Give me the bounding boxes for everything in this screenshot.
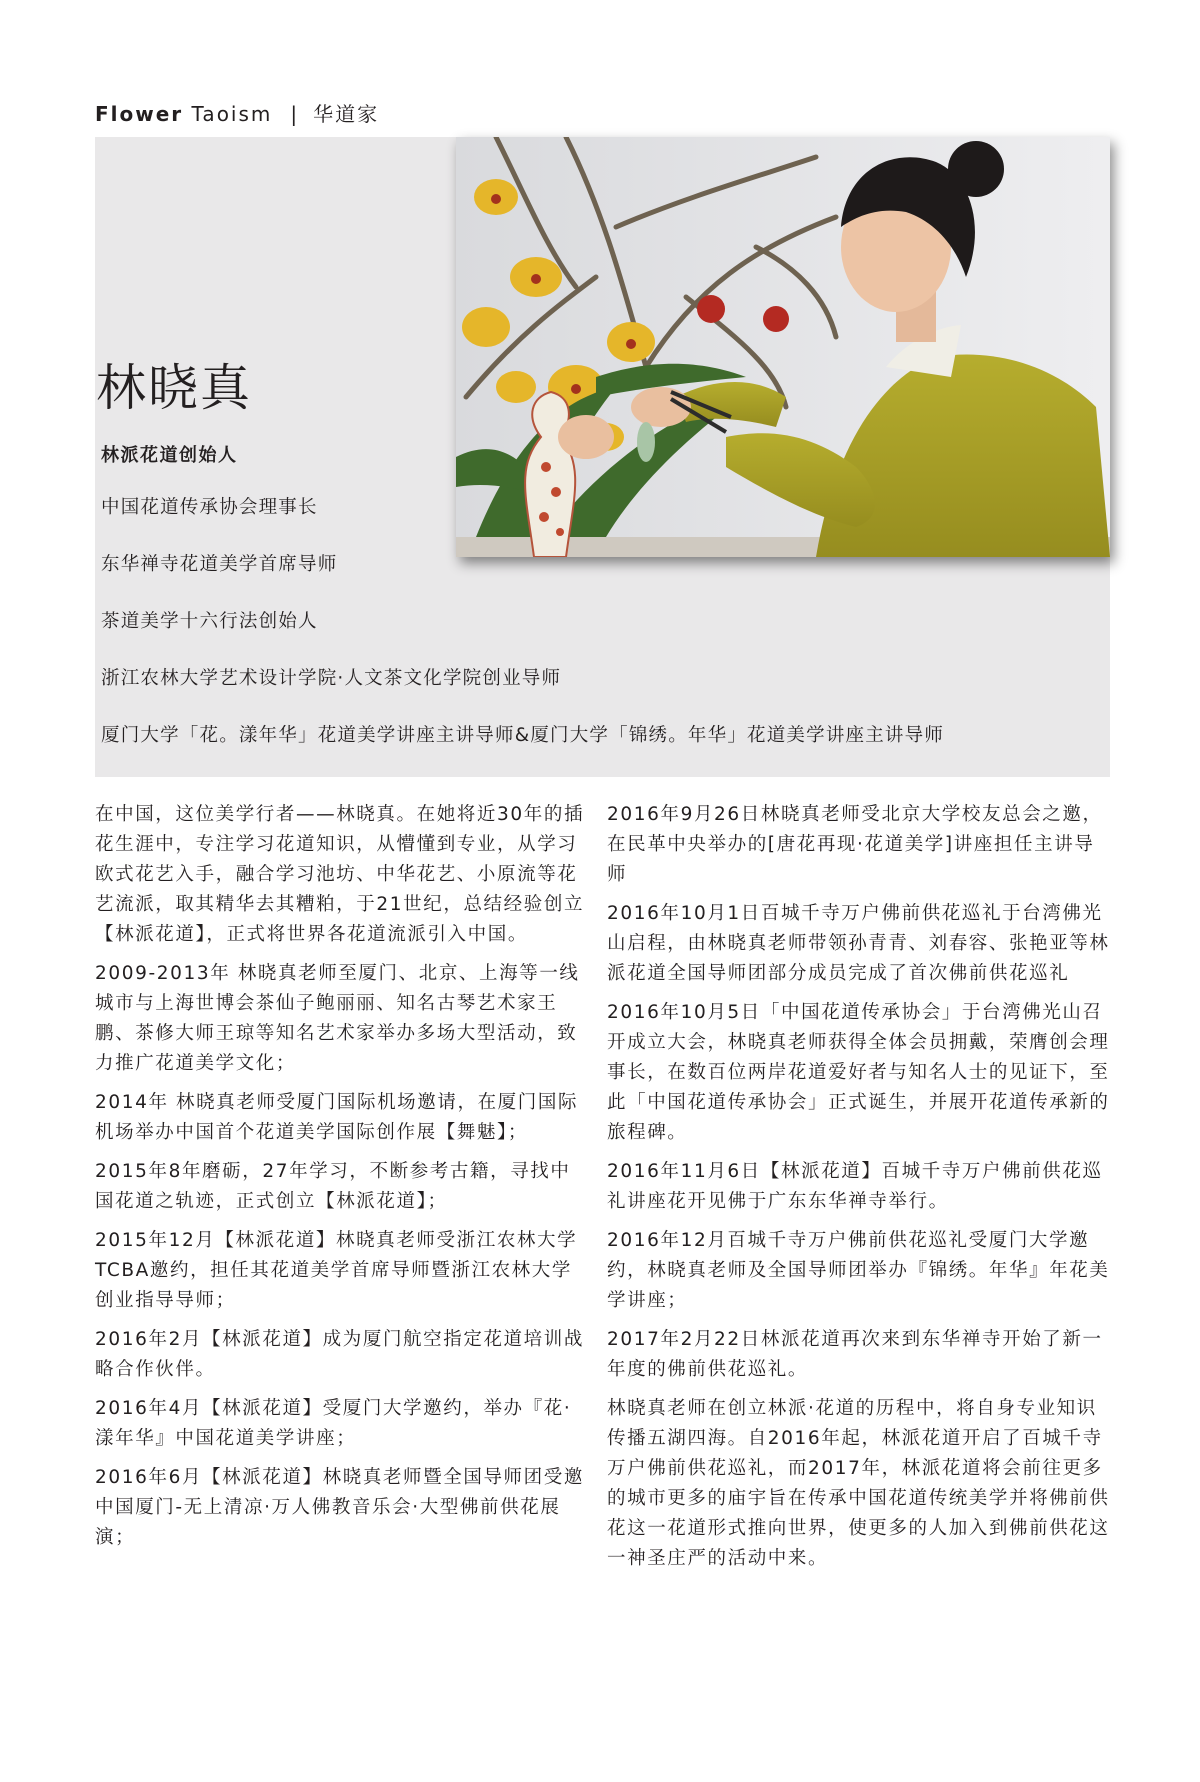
paragraph: 林晓真老师在创立林派·花道的历程中，将自身专业知识传播五湖四海。自2016年起，林派花道开启了百城千寺万户佛前供花巡礼，而2017年，林派花道将会前往更多的城市更多的庙宇旨在传承中国花道传统美学并将佛前供花这一花道形式推向世界，使更多的人加入到佛前供花这一神圣庄严的活动中来。 [607,1398,1110,1569]
paragraph: 2016年2月【林派花道】成为厦门航空指定花道培训战略合作伙伴。 [95,1329,584,1380]
paragraph: 2015年8年磨砺，27年学习，不断参考古籍，寻找中国花道之轨迹，正式创立【林派花道】； [95,1161,571,1212]
body-column-right [607,800,1112,1583]
portrait-photo [456,137,1110,557]
paragraph: 2016年10月1日百城千寺万户佛前供花巡礼于台湾佛光山启程，由林晓真老师带领孙青青、刘春容、张艳亚等林派花道全国导师团部分成员完成了首次佛前供花巡礼 [607,903,1110,984]
paragraph: 2015年12月【林派花道】林晓真老师受浙江农林大学TCBA邀约，担任其花道美学首席导师暨浙江农林大学创业指导导师； [95,1230,578,1311]
person-name: 林晓真 [96,359,252,417]
paragraph: 2016年11月6日【林派花道】百城千寺万户佛前供花巡礼讲座花开见佛于广东东华禅寺举行。 [607,1161,1103,1212]
paragraph: 2016年10月5日「中国花道传承协会」于台湾佛光山召开成立大会，林晓真老师获得全体会员拥戴，荣膺创会理事长，在数百位两岸花道爱好者与知名人士的见证下，至此「中国花道传承协会」正式诞生，并展开花道传承新的旅程碑。 [607,1002,1110,1143]
role-item: 中国花道传承协会理事长 [101,497,318,518]
brand-en-bold: Flower [95,102,184,126]
paragraph: 2016年9月26日林晓真老师受北京大学校友总会之邀，在民革中央举办的[唐花再现·花道美学]讲座担任主讲导师 [607,804,1103,885]
paragraph: 2016年4月【林派花道】受厦门大学邀约，举办『花·漾年华』中国花道美学讲座； [95,1398,572,1449]
brand-en: Taoism [183,102,273,126]
role-item: 厦门大学「花。漾年华」花道美学讲座主讲导师&厦门大学「锦绣。年华」花道美学讲座主讲导师 [101,725,945,746]
portrait-photo-illustration [456,137,1110,557]
magazine-header [95,98,379,127]
roles-list [101,496,944,781]
brand-cn: 华道家 [313,102,380,126]
paragraph: 2009-2013年 林晓真老师至厦门、北京、上海等一线城市与上海世博会茶仙子鲍丽丽、知名古琴艺术家王鹏、茶修大师王琼等知名艺术家举办多场大型活动，致力推广花道美学文化； [95,963,580,1074]
paragraph: 在中国，这位美学行者——林晓真。在她将近30年的插花生涯中，专注学习花道知识，从懵懂到专业，从学习欧式花艺入手，融合学习池坊、中华花艺、小原流等花艺流派，取其精华去其糟粕，于21世纪，总结经验创立【林派花道】，正式将世界各花道流派引入中国。 [95,804,585,945]
role-item: 东华禅寺花道美学首席导师 [101,554,338,575]
paragraph: 2016年6月【林派花道】林晓真老师暨全国导师团受邀中国厦门-无上清凉·万人佛教音乐会·大型佛前供花展演； [95,1467,584,1548]
founder-title: 林派花道创始人 [101,445,238,466]
role-item: 浙江农林大学艺术设计学院·人文茶文化学院创业导师 [101,668,562,689]
header-separator: | [290,102,300,126]
paragraph: 2017年2月22日林派花道再次来到东华禅寺开始了新一年度的佛前供花巡礼。 [607,1329,1103,1380]
paragraph: 2016年12月百城千寺万户佛前供花巡礼受厦门大学邀约，林晓真老师及全国导师团举办『锦绣。年华』年花美学讲座； [607,1230,1110,1311]
role-item: 茶道美学十六行法创始人 [101,611,318,632]
body-column-left [95,800,585,1562]
paragraph: 2014年 林晓真老师受厦门国际机场邀请，在厦门国际机场举办中国首个花道美学国际创作展【舞魅】； [95,1092,579,1143]
